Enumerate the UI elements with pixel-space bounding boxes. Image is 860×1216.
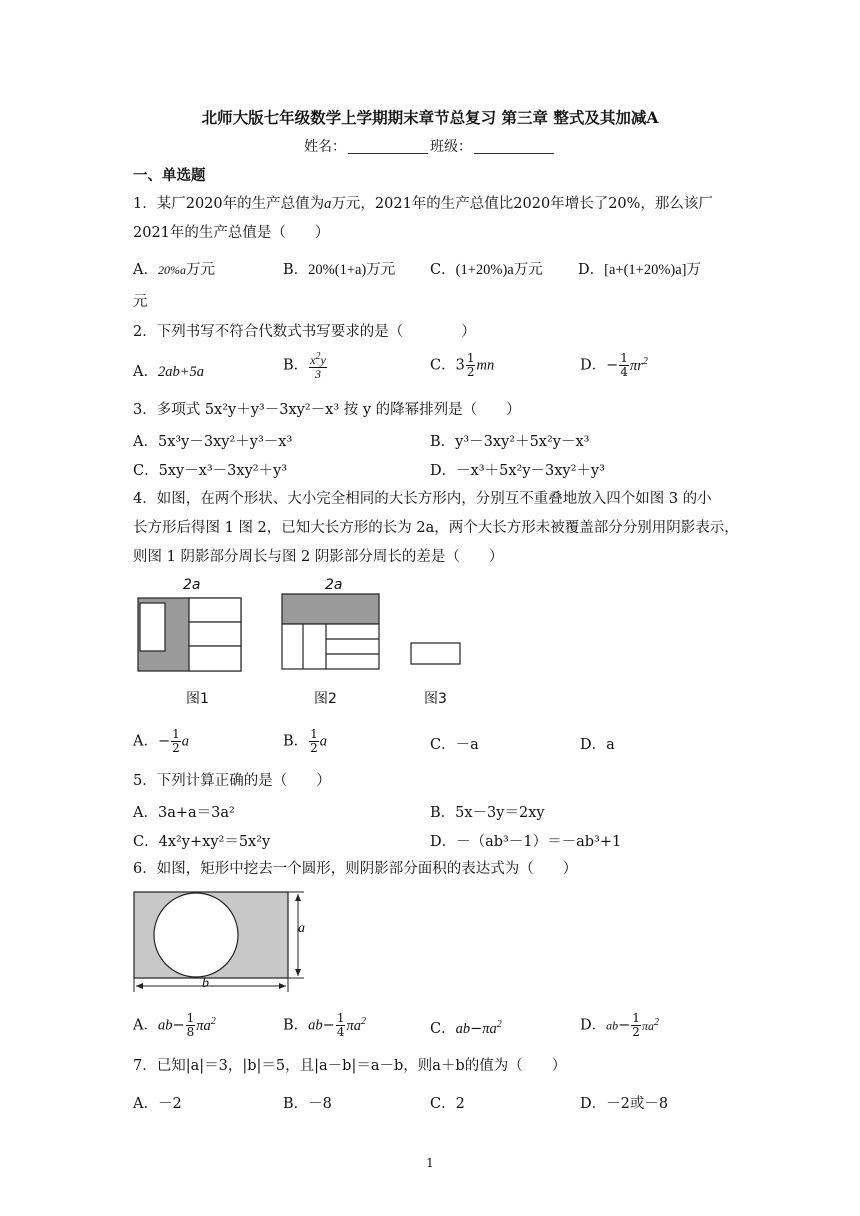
option-letter: A． — [133, 364, 158, 380]
q6-stem: 6．如图，矩形中挖去一个圆形，则阴影部分面积的表达式为（ ） — [133, 861, 578, 877]
page-number: 1 — [426, 1156, 434, 1170]
q6-label-b: b — [202, 976, 209, 991]
fig1-diagram — [137, 597, 243, 673]
class-label: 班级： — [430, 139, 472, 155]
option-letter: B． — [283, 262, 309, 278]
q4-b-fraction: $\frac{1}{2}$ — [310, 727, 318, 755]
q1-option-c[interactable] — [430, 258, 543, 279]
option-unit: 万元 — [513, 262, 543, 278]
q4-stem-line1: 4．如图，在两个形状、大小完全相同的大长方形内，分别互不重叠地放入四个如图 3 的小 — [133, 491, 712, 507]
name-label: 姓名： — [304, 139, 346, 155]
option-expr: 20%(1+a) — [308, 262, 367, 278]
option-letter: D． — [580, 357, 607, 374]
q1-option-b[interactable] — [283, 258, 395, 279]
option-unit: 万元 — [366, 262, 396, 278]
option-letter: A． — [133, 1017, 158, 1034]
q3-option-a[interactable]: A．5x³y－3xy²＋y³－x³ — [133, 434, 293, 450]
fig2-caption: 图2 — [314, 691, 337, 707]
q6-rect-circle-diagram — [130, 888, 320, 994]
section-heading: 一、单选题 — [133, 167, 206, 184]
q1-stem-line2: 2021年的生产总值是（ ） — [133, 225, 330, 241]
fig3-diagram — [410, 642, 462, 666]
q5-stem: 5．下列计算正确的是（ ） — [133, 773, 331, 789]
q3-stem: 3．多项式 5x²y＋y³－3xy²－x³ 按 y 的降幂排列是（ ） — [133, 402, 521, 418]
option-letter: D． — [580, 1017, 607, 1034]
q4-option-a[interactable]: A．− $\frac{1}{2}$ a — [133, 727, 190, 755]
fig1-caption: 图1 — [186, 691, 209, 707]
q2-option-a[interactable] — [133, 360, 204, 381]
q2-c-fraction: $\frac{1}{2}$ — [466, 351, 475, 379]
option-letter: A． — [133, 733, 158, 750]
q7-option-a[interactable]: A．－2 — [133, 1096, 182, 1112]
q6-option-c[interactable]: C．$ab-\pi a^2$ — [430, 1019, 502, 1037]
q5-option-c[interactable]: C．4x²y+xy²＝5x²y — [133, 834, 271, 850]
option-letter: D． — [578, 262, 605, 278]
q1-option-d[interactable] — [578, 258, 701, 279]
q2-option-d[interactable]: D．− $\frac{1}{4}$ $\pi r^2$ — [580, 351, 648, 379]
q6-d-fraction: $\frac{1}{2}$ — [632, 1011, 640, 1039]
q6-label-a: a — [298, 921, 305, 936]
option-expr: 20%a — [157, 263, 186, 277]
class-blank[interactable] — [474, 139, 554, 154]
q7-option-d[interactable]: D．－2或－8 — [580, 1096, 669, 1112]
q6-a-fraction: $\frac{1}{8}$ — [186, 1011, 195, 1039]
option-unit: 万 — [686, 262, 702, 278]
q4-option-c[interactable]: C．－a — [430, 737, 479, 753]
q4-option-d[interactable]: D．a — [580, 737, 615, 753]
option-letter: C． — [430, 262, 456, 278]
option-letter: A． — [133, 262, 158, 278]
q1-stem-a: 1．某厂2020年的生产总值为 — [133, 196, 325, 212]
q2-b-fraction: $\frac{x^2y}{3}$ — [310, 351, 326, 381]
option-letter: C． — [430, 1021, 456, 1037]
q6-option-d[interactable]: D．ab− $\frac{1}{2}$ $\pi a^2$ — [580, 1011, 659, 1039]
option-expr: [a+(1+20%)a] — [604, 262, 687, 278]
q6-option-a[interactable]: A．ab− $\frac{1}{8}$ $\pi a^2$ — [133, 1011, 216, 1039]
q1-option-a[interactable] — [133, 258, 215, 279]
q5-option-b[interactable]: B．5x－3y＝2xy — [430, 805, 545, 821]
q2-stem: 2．下列书写不符合代数式书写要求的是（ ） — [133, 324, 476, 340]
fig3-caption: 图3 — [424, 691, 447, 707]
q1-stem-line1 — [133, 190, 713, 219]
q2-option-b[interactable] — [283, 350, 328, 381]
q7-option-b[interactable]: B．－8 — [283, 1096, 332, 1112]
option-expr: (1+20%)a — [455, 262, 514, 278]
name-blank[interactable] — [348, 139, 428, 154]
q4-a-fraction: $\frac{1}{2}$ — [172, 727, 180, 755]
student-info — [0, 136, 860, 156]
option-letter: B． — [283, 1017, 309, 1034]
page-title: 北师大版七年级数学上学期期末章节总复习 第三章 整式及其加减A — [201, 108, 659, 127]
q1-var-a: a — [324, 196, 332, 212]
q2-option-c[interactable]: C．3 $\frac{1}{2}$ mn — [430, 351, 495, 379]
q5-option-d[interactable]: D．－（ab³－1）＝－ab³+1 — [430, 834, 622, 850]
option-expr: 2ab+5a — [157, 364, 205, 380]
q3-option-c[interactable]: C．5xy－x³－3xy²＋y³ — [133, 463, 288, 479]
q1-stem-b: 万元，2021年的生产总值比2020年增长了20%，那么该厂 — [331, 196, 713, 212]
q1-option-d-tail: 元 — [133, 294, 148, 310]
q6-b-fraction: $\frac{1}{4}$ — [336, 1011, 345, 1039]
q4-stem-line2: 长方形后得图 1 图 2，已知大长方形的长为 2a，两个大长方形未被覆盖部分分别用阴影表示， — [133, 520, 739, 536]
q3-option-b[interactable]: B．y³－3xy²＋5x²y－x³ — [430, 434, 590, 450]
fig2-diagram — [281, 593, 381, 671]
q5-option-a[interactable]: A．3a+a＝3a² — [133, 805, 235, 821]
option-letter: C． — [430, 357, 456, 374]
option-unit: 万元 — [185, 262, 215, 278]
q4-option-b[interactable]: B． $\frac{1}{2}$ a — [283, 727, 328, 755]
fig1-top-label: 2a — [183, 577, 201, 593]
option-letter: B． — [283, 357, 309, 374]
q4-stem-line3: 则图 1 阴影部分周长与图 2 阴影部分周长的差是（ ） — [133, 549, 504, 565]
option-letter: B． — [283, 733, 309, 750]
q6-option-b[interactable]: B．ab− $\frac{1}{4}$ $\pi a^2$ — [283, 1011, 366, 1039]
q7-stem: 7．已知|a|＝3，|b|＝5，且|a－b|＝a－b，则a＋b的值为（ ） — [133, 1058, 567, 1074]
fig2-top-label: 2a — [325, 577, 343, 593]
q2-d-fraction: $\frac{1}{4}$ — [620, 351, 628, 379]
q7-option-c[interactable]: C．2 — [430, 1096, 465, 1112]
q3-option-d[interactable]: D．－x³＋5x²y－3xy²＋y³ — [430, 463, 605, 479]
